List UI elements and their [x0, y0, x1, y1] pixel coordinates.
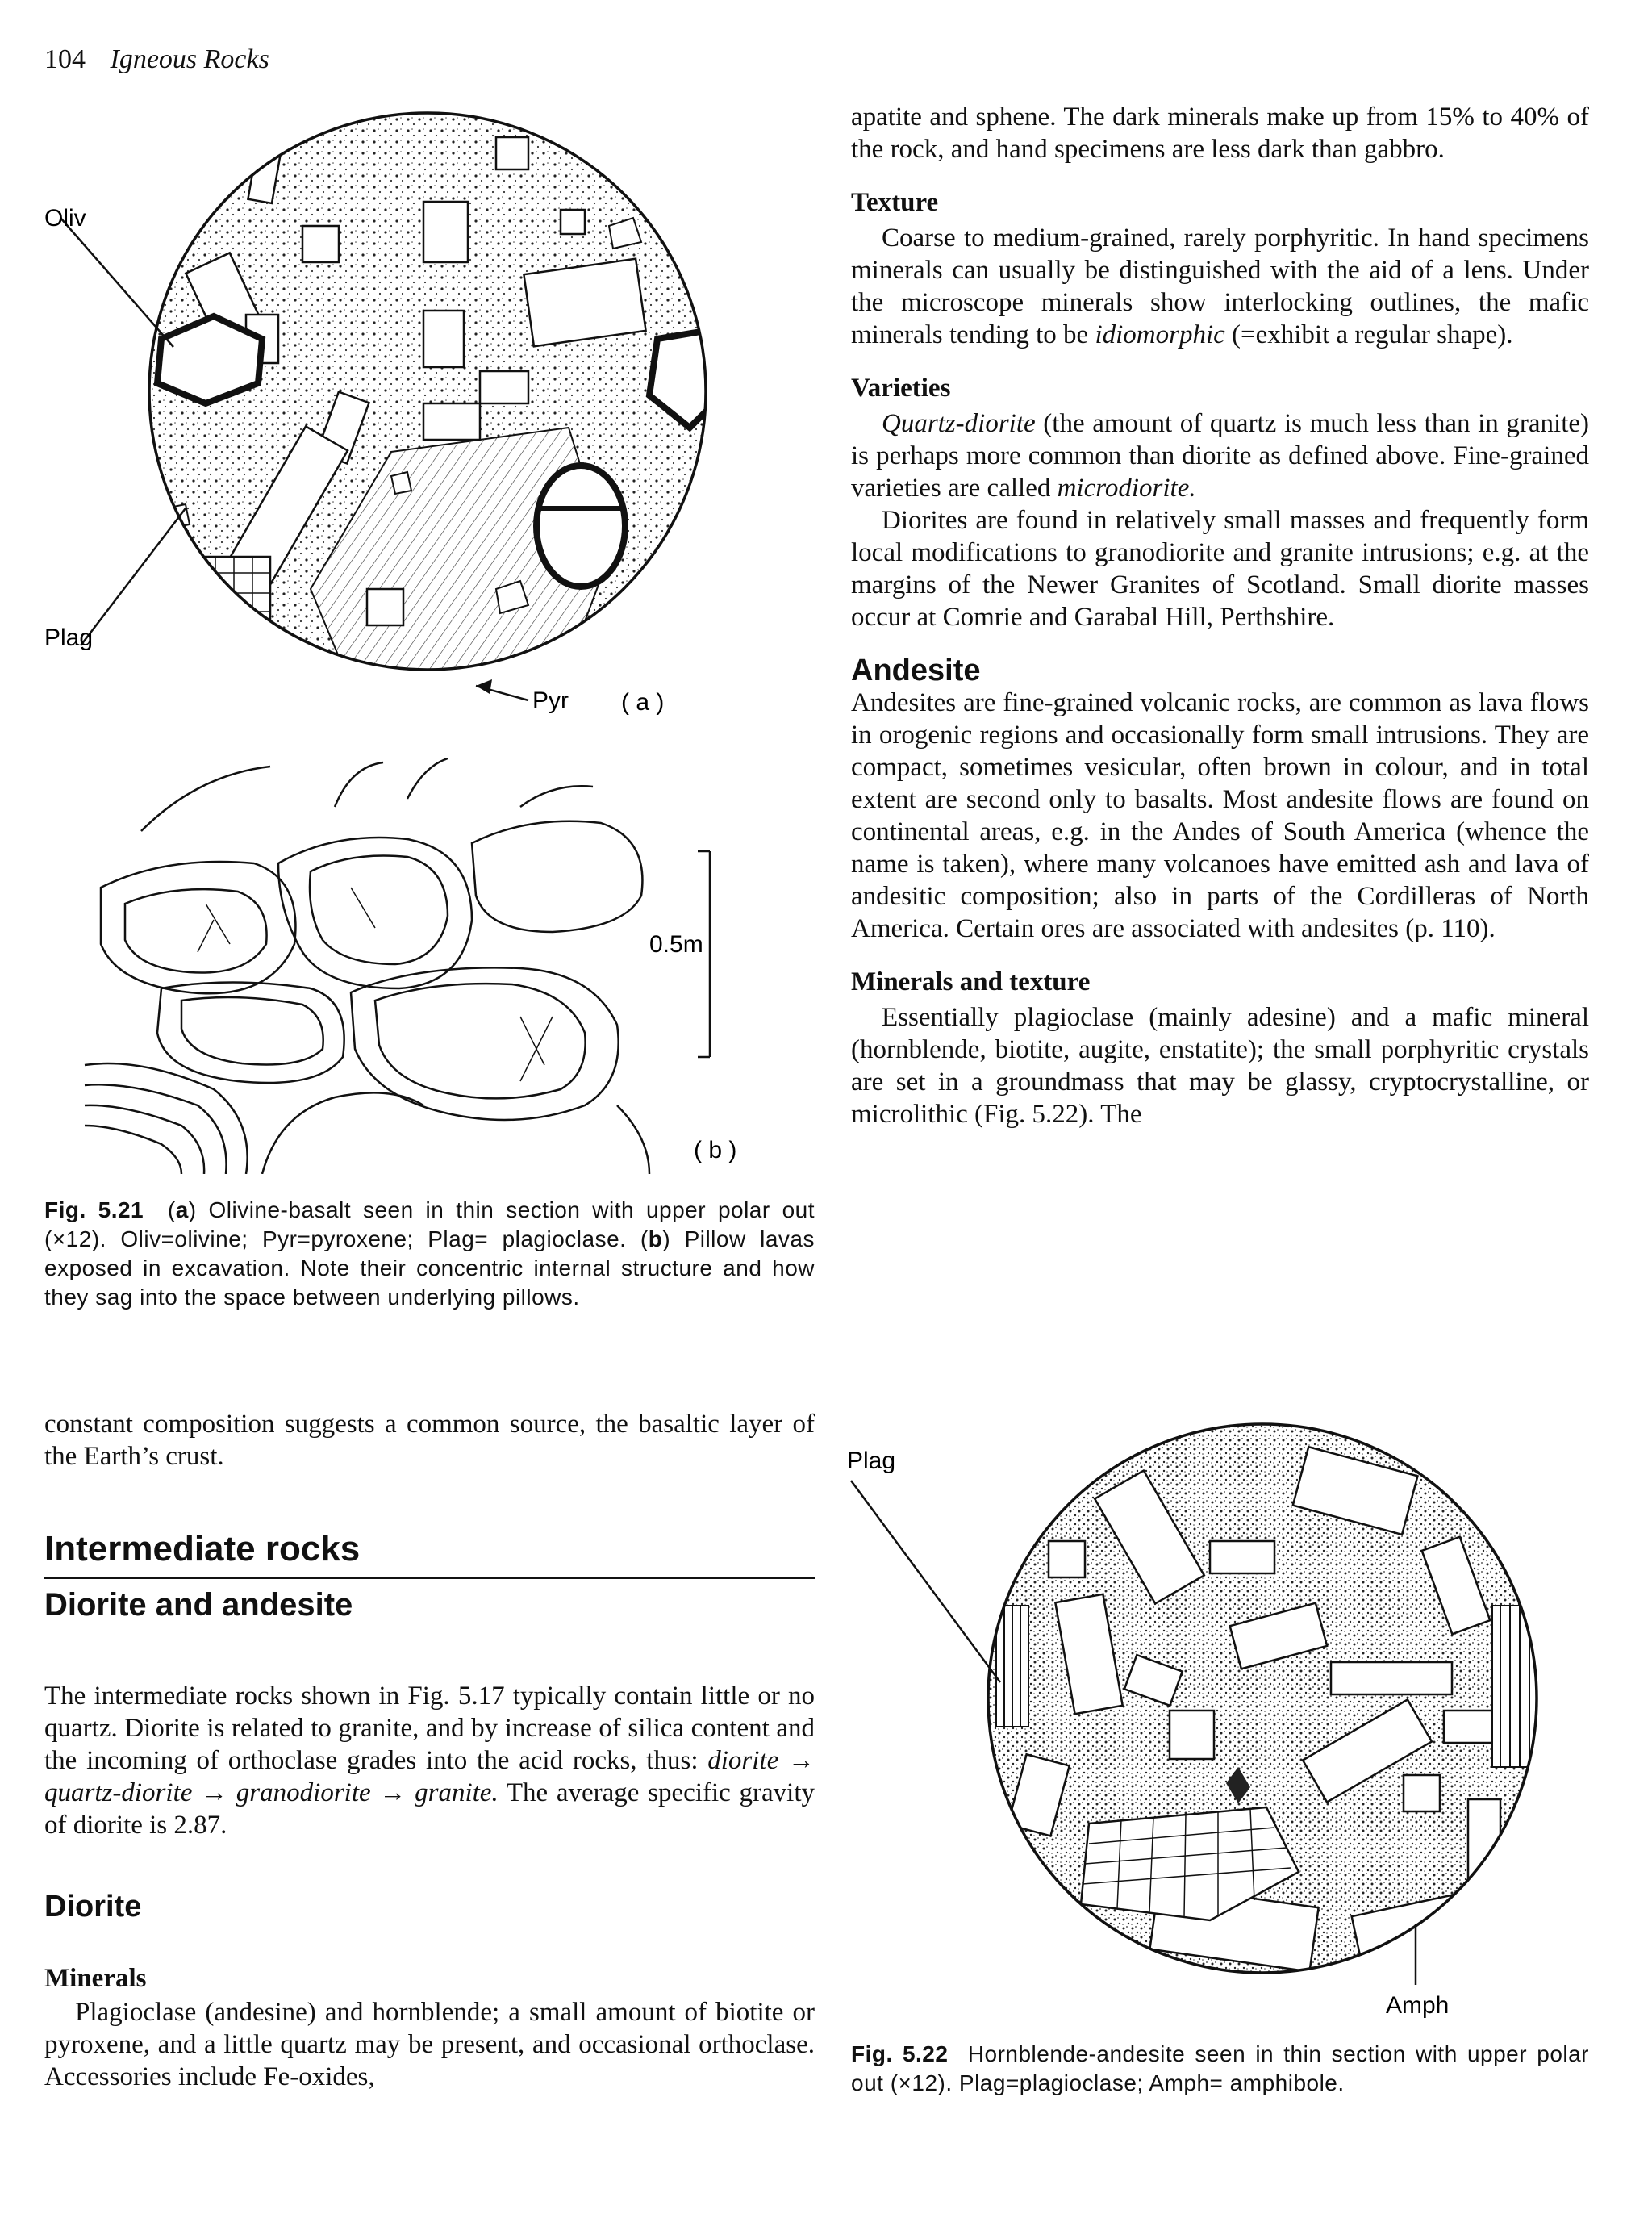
diorite-minerals-block	[44, 1962, 815, 2093]
panel-label-b: ( b )	[694, 1137, 737, 1163]
intro-text-2: The average specific gravity of diorite is 2.87.	[44, 1778, 815, 1840]
section-intermediate-rocks	[44, 1529, 815, 1623]
texture-paragraph	[851, 222, 1589, 351]
right-continuation: apatite and sphene. The dark minerals make up from 15% to 40% of the rock, and hand specimens are less dark than gabbro.	[851, 102, 1589, 164]
fig-5-22-thin-section	[847, 1420, 1597, 2033]
page-number: 104	[44, 44, 86, 74]
caption-text-1: ) Olivine-basalt seen in thin section with upper polar out (×12). Oliv=olivine; Pyr=pyroxene; Plag= plagioclase. (	[44, 1197, 815, 1251]
fig-5-21-caption: Fig. 5.21 (a) Olivine-basalt seen in thin section with upper polar out (×12). Oliv=olivine; Pyr=pyroxene; Plag= plagioclase. (b) Pillow lavas exposed in excavation. Note their concentric internal structure and how they sag into the space between underlying pillows.	[44, 1197, 815, 1310]
varieties-paragraph-1	[851, 407, 1589, 504]
varieties-paragraph-2: Diorites are found in relatively small masses and frequently form local modifications to granodiorite and granite intrusions; e.g. at the margins of the Newer Granites of Scotland. Small diorite masses occur at Comrie and Garabal Hill, Perthshire.	[851, 506, 1589, 632]
minerals-heading: Minerals	[44, 1964, 147, 1993]
intro-paragraph	[44, 1680, 815, 1841]
intro-paragraph-block	[44, 1680, 815, 1841]
continuation-paragraph: constant composition suggests a common source, the basaltic layer of the Earth’s crust.	[44, 1410, 815, 1471]
texture-text-2: (=exhibit a regular shape).	[1224, 320, 1513, 349]
andesite-heading: Andesite	[851, 654, 981, 687]
label-amph: Amph	[1386, 1992, 1450, 2019]
texture-text-1: Coarse to medium-grained, rarely porphyritic. In hand specimens minerals can usually be distinguished with the aid of a lens. Under the microscope minerals show interlocking outlines, the mafic minerals tending to be	[851, 224, 1589, 349]
diorite-heading: Diorite	[44, 1890, 142, 1924]
varieties-heading: Varieties	[851, 374, 951, 403]
section-rule	[44, 1577, 815, 1579]
running-head	[44, 44, 269, 75]
right-column	[851, 101, 1589, 1130]
fig-5-22-caption	[851, 2040, 1589, 2098]
subsection-title: Diorite and andesite	[44, 1587, 353, 1623]
caption-text-522: Hornblende-andesite seen in thin section with upper polar out (×12). Plag=plagioclase; Amph= amphibole.	[851, 2041, 1590, 2095]
andesite-paragraph: Andesites are fine-grained volcanic rocks, are common as lava flows in orogenic regions and occasionally form small intrusions. They are compact, sometimes vesicular, often brown in colour, and in total extent are second only to basalts. Most andesite flows are found on continental areas, e.g. in the Andes of South America (whence the name is taken), where many volcanoes have emitted ash and lava of andesitic composition; also in parts of the Cordilleras of North America. Certain ores are associated with andesites (p. 110).	[851, 688, 1589, 943]
texture-italic: idiomorphic	[1095, 320, 1225, 349]
varieties-italic-2: microdiorite.	[1057, 474, 1196, 503]
label-oliv: Oliv	[44, 205, 86, 232]
varieties-text-1: (the amount of quartz is much less than in granite) is perhaps more common than diorite as defined above. Fine-grained varieties are called	[851, 409, 1589, 503]
minerals-paragraph: Plagioclase (andesine) and hornblende; a small amount of biotite or pyroxene, and a little quartz may be present, and occasional orthoclase. Accessories include Fe-oxides,	[44, 1998, 815, 2091]
minerals-texture-paragraph: Essentially plagioclase (mainly adesine) and a mafic mineral (hornblende, biotite, augite, enstatite); the small porphyritic crystals are set in a groundmass that may be glassy, cryptocrystalline, or microlithic (Fig. 5.22). The	[851, 1003, 1589, 1129]
fig-5-21b-pillow-lavas	[69, 758, 762, 1174]
scale-label: 0.5m	[649, 931, 703, 958]
varieties-italic: Quartz-diorite	[882, 409, 1036, 438]
texture-heading: Texture	[851, 188, 939, 217]
minerals-texture-heading: Minerals and texture	[851, 967, 1091, 996]
fig-5-21a-thin-section	[44, 105, 762, 750]
intro-text-1: The intermediate rocks shown in Fig. 5.17 typically contain little or no quartz. Diorite is related to granite, and by increase of silica content and the incoming of orthoclase grades into the acid rocks, thus:	[44, 1681, 815, 1775]
rock-series: diorite → quartz-diorite → granodiorite → granite.	[44, 1746, 815, 1807]
caption-marker-b: b	[648, 1226, 663, 1251]
label-plag: Plag	[44, 625, 94, 651]
running-title: Igneous Rocks	[110, 44, 269, 74]
left-column	[44, 1408, 815, 1473]
caption-label: Fig. 5.21	[44, 1197, 144, 1222]
caption-label-522: Fig. 5.22	[851, 2041, 949, 2066]
section-title: Intermediate rocks	[44, 1529, 361, 1569]
caption-marker-a: a	[175, 1197, 189, 1222]
label-pyr: Pyr	[532, 687, 569, 714]
panel-label-a: ( a )	[621, 689, 665, 716]
label-plag-522: Plag	[847, 1448, 896, 1474]
caption-text-2: ) Pillow lavas exposed in excavation. Note their concentric internal structure and how they sag into the space between underlying pillows.	[44, 1226, 815, 1310]
